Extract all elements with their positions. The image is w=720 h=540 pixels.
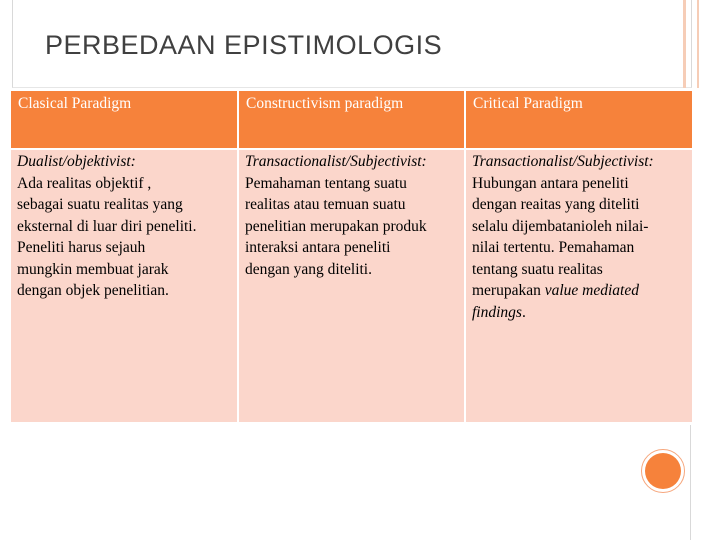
header-constructivism-paradigm: Constructivism paradigm [237,91,464,148]
cell-line: interaksi antara peneliti [245,239,391,256]
header-clasical-paradigm: Clasical Paradigm [11,91,237,148]
slide-title: PERBEDAAN EPISTIMOLOGIS [45,30,443,60]
italic-text: value mediated [544,282,639,299]
cell-lead: Transactionalist/Subjectivist: [472,153,654,170]
header-critical-paradigm: Critical Paradigm [464,91,692,148]
cell-constructivism-paradigm [237,148,464,422]
cell-lead: Dualist/objektivist: [17,153,136,170]
cell-line: dengan objek penelitian. [17,282,169,299]
cell-line: mungkin membuat jarak [17,260,169,278]
italic-text: findings [472,303,522,321]
cell-line: penelitian merupakan produk [245,217,427,235]
cell-line-mixed [472,280,687,302]
cell-line: Pemahaman tentang suatu [245,174,407,192]
cell-line: Ada realitas objektif , [17,174,152,192]
cell-line: sebagai suatu realitas yang [17,196,183,213]
cell-lead: Transactionalist/Subjectivist: [245,153,427,170]
cell-line: nilai tertentu. Pemahaman [472,239,635,256]
cell-line: eksternal di luar diri peneliti. [17,217,197,235]
cell-line: Peneliti harus sejauh [17,239,146,256]
orange-circle-icon [641,449,685,493]
cell-line: dengan reaitas yang diteliti [472,196,640,213]
right-rail-line [690,425,691,540]
cell-critical-paradigm [464,148,692,422]
accent-line [683,0,686,88]
plain-text: merupakan [472,282,545,299]
circle-fill [645,453,681,489]
cell-line: selalu dijembatanioleh nilai- [472,217,649,235]
cell-line: dengan yang diteliti. [245,260,372,278]
cell-line: tentang suatu realitas [472,260,603,278]
cell-line-mixed [472,302,687,324]
cell-line: realitas atau temuan suatu [245,196,406,213]
plain-text: . [521,303,526,321]
cell-line: Hubungan antara peneliti [472,174,629,192]
cell-clasical-paradigm [11,148,237,422]
accent-line-2 [697,0,699,88]
comparison-table [11,91,692,422]
